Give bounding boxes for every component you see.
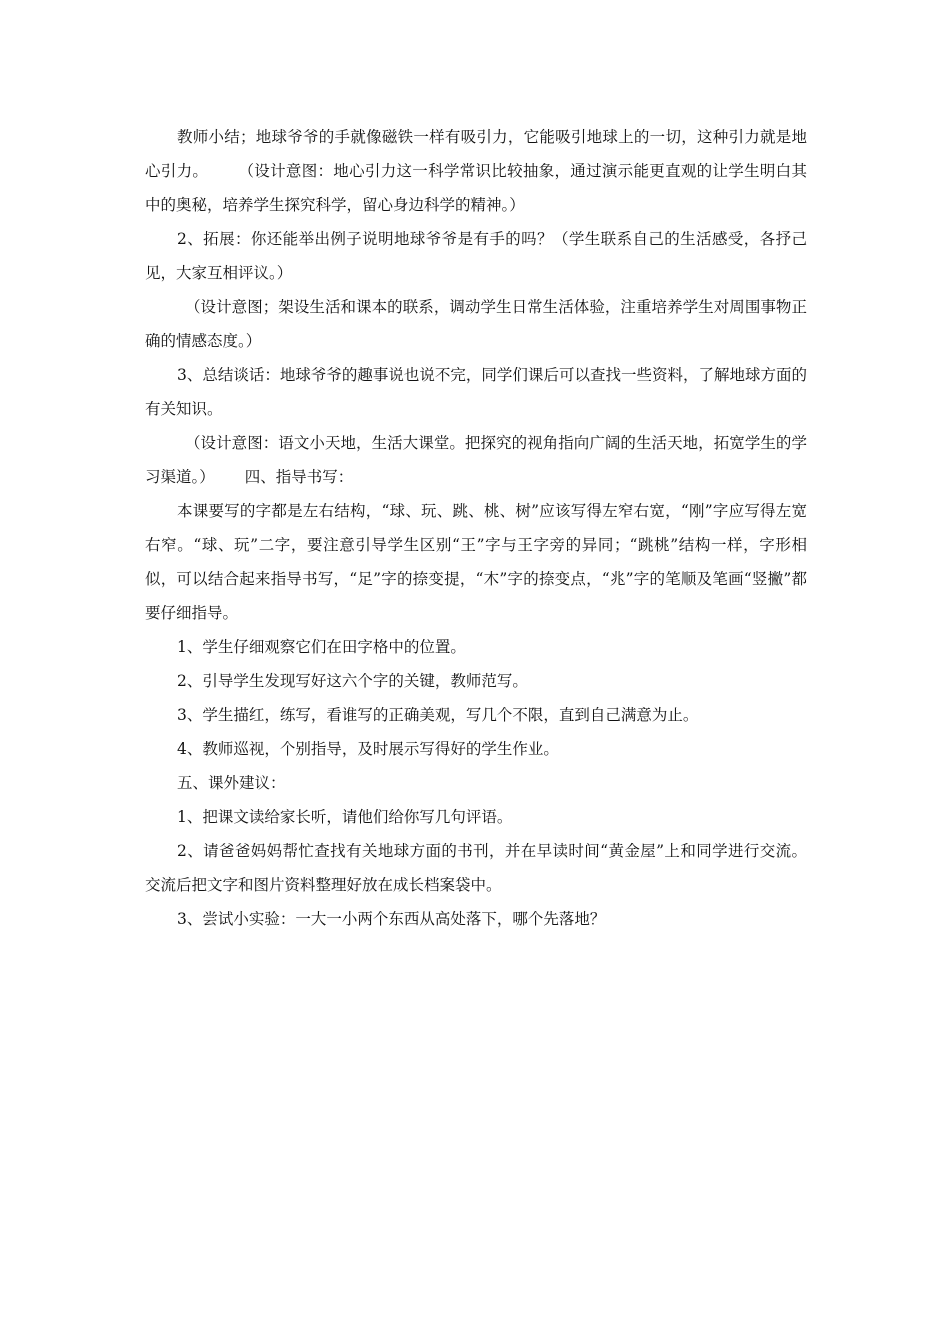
list-item-read-to-parents: 1、把课文读给家长听，请他们给你写几句评语。 bbox=[177, 808, 513, 826]
document-page bbox=[145, 120, 807, 936]
list-item-patrol: 4、教师巡视，个别指导，及时展示写得好的学生作业。 bbox=[177, 740, 559, 758]
paragraph-writing-guidance: 本课要写的字都是左右结构，“球、玩、跳、桃、树”应该写得左窄右宽，“刚”字应写得左宽右窄。“球、玩”二字，要注意引导学生区别“王”字与王字旁的异同；“跳桃”结构一样，字形相似，可以结合起来指导书写，“足”字的捺变提，“木”字的捺变点，“兆”字的笔顺及笔画“竖撇”都要仔细指导。 bbox=[145, 502, 807, 622]
paragraph-extension: 2、拓展：你还能举出例子说明地球爷爷是有手的吗？（学生联系自己的生活感受，各抒己见，大家互相评议。） bbox=[145, 230, 807, 282]
list-item-experiment: 3、尝试小实验：一大一小两个东西从高处落下，哪个先落地？ bbox=[177, 910, 606, 928]
list-item-observe: 1、学生仔细观察它们在田字格中的位置。 bbox=[177, 638, 466, 656]
list-item-find-books: 2、请爸爸妈妈帮忙查找有关地球方面的书刊，并在早读时间“黄金屋”上和同学进行交流。交流后把文字和图片资料整理好放在成长档案袋中。 bbox=[145, 842, 807, 894]
design-intent-gravity-text: （设计意图：地心引力这一科学常识比较抽象，通过演示能更直观的让学生明白其中的奥秘，培养学生探究科学，留心身边科学的精神。） bbox=[145, 162, 807, 214]
design-intent-classroom-text: （设计意图：语文小天地，生活大课堂。把探究的视角指向广阔的生活天地，拓宽学生的学习渠道。） bbox=[145, 434, 807, 486]
paragraph-design-intent-classroom bbox=[145, 426, 807, 494]
list-item-practice: 3、学生描红，练写，看谁写的正确美观，写几个不限，直到自己满意为止。 bbox=[177, 706, 699, 724]
section-five-heading: 五、课外建议： bbox=[177, 774, 286, 792]
paragraph-design-intent-life: （设计意图；架设生活和课本的联系，调动学生日常生活体验，注重培养学生对周围事物正确的情感态度。） bbox=[145, 298, 807, 350]
paragraph-teacher-summary bbox=[145, 120, 807, 222]
teacher-summary-text: 教师小结；地球爷爷的手就像磁铁一样有吸引力，它能吸引地球上的一切，这种引力就是地心引力。 bbox=[145, 128, 807, 180]
paragraph-summary-talk: 3、总结谈话：地球爷爷的趣事说也说不完，同学们课后可以查找一些资料，了解地球方面的有关知识。 bbox=[145, 366, 807, 418]
section-four-heading: 四、指导书写： bbox=[244, 468, 354, 486]
list-item-demonstrate: 2、引导学生发现写好这六个字的关键，教师范写。 bbox=[177, 672, 528, 690]
